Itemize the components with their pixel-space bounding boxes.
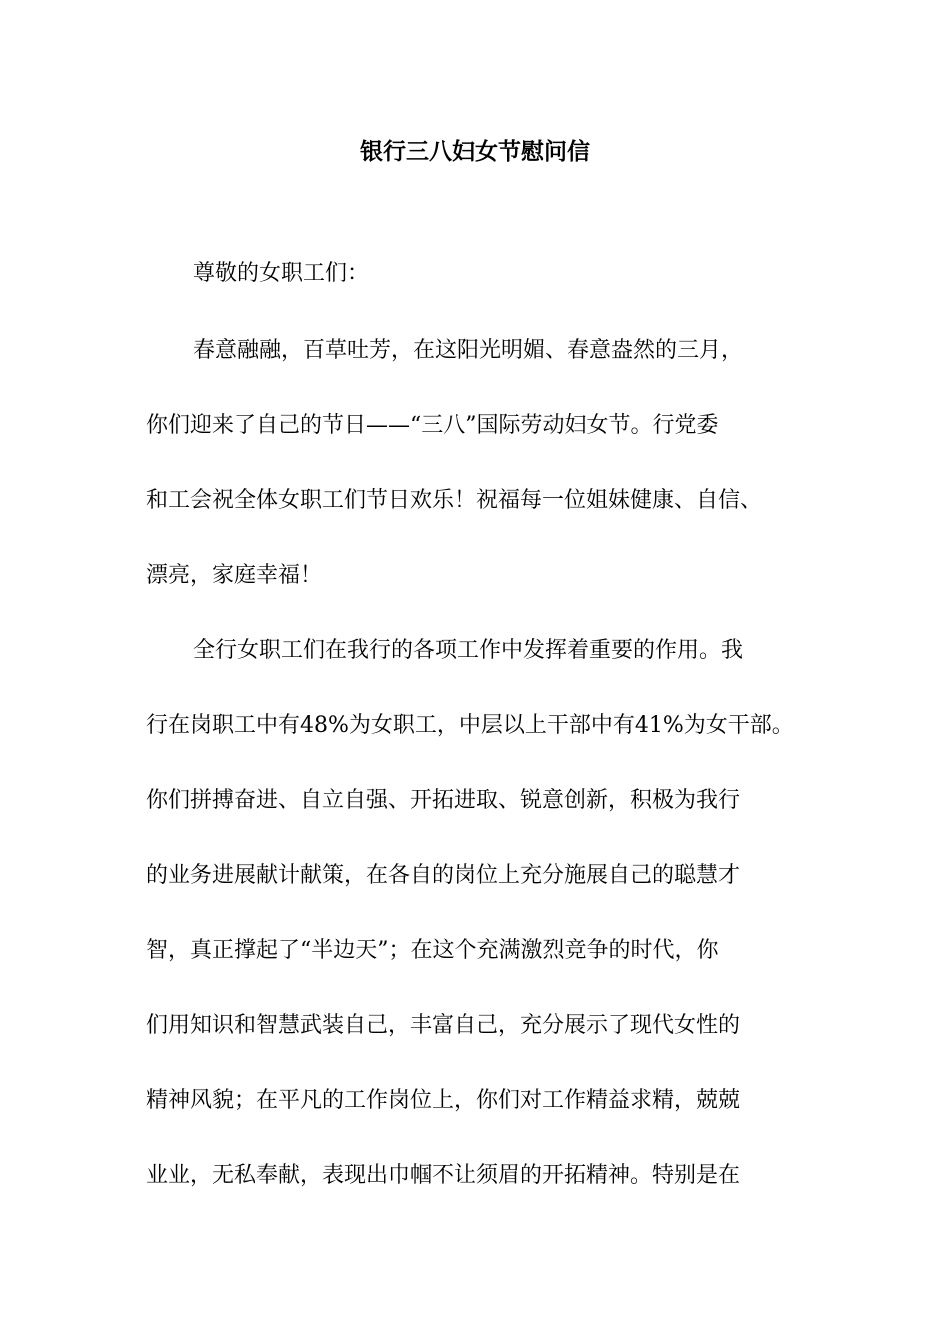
body-line: 和工会祝全体女职工们节日欢乐！祝福每一位姐妹健康、自信、: [146, 488, 763, 513]
body-line: 智，真正撑起了“半边天”；在这个充满激烈竞争的时代，你: [146, 938, 719, 963]
document-title: 银行三八妇女节慰问信: [360, 138, 590, 165]
body-line: 们用知识和智慧武装自己，丰富自己，充分展示了现代女性的: [146, 1013, 741, 1038]
salutation-line: 尊敬的女职工们：: [193, 261, 370, 286]
body-line: 行在岗职工中有48%为女职工，中层以上干部中有41%为女干部。: [146, 713, 794, 738]
body-line: 全行女职工们在我行的各项工作中发挥着重要的作用。我: [193, 638, 744, 663]
body-line: 的业务进展献计献策，在各自的岗位上充分施展自己的聪慧才: [146, 863, 741, 888]
body-line: 精神风貌；在平凡的工作岗位上，你们对工作精益求精，兢兢: [146, 1088, 741, 1113]
body-line: 你们拼搏奋进、自立自强、开拓进取、锐意创新，积极为我行: [146, 788, 741, 813]
body-line: 春意融融，百草吐芳，在这阳光明媚、春意盎然的三月，: [193, 338, 744, 363]
body-line: 你们迎来了自己的节日——“三八”国际劳动妇女节。行党委: [146, 413, 719, 438]
body-line: 漂亮，家庭幸福！: [146, 563, 323, 588]
body-line: 业业，无私奉献，表现出巾帼不让须眉的开拓精神。特别是在: [146, 1163, 741, 1188]
